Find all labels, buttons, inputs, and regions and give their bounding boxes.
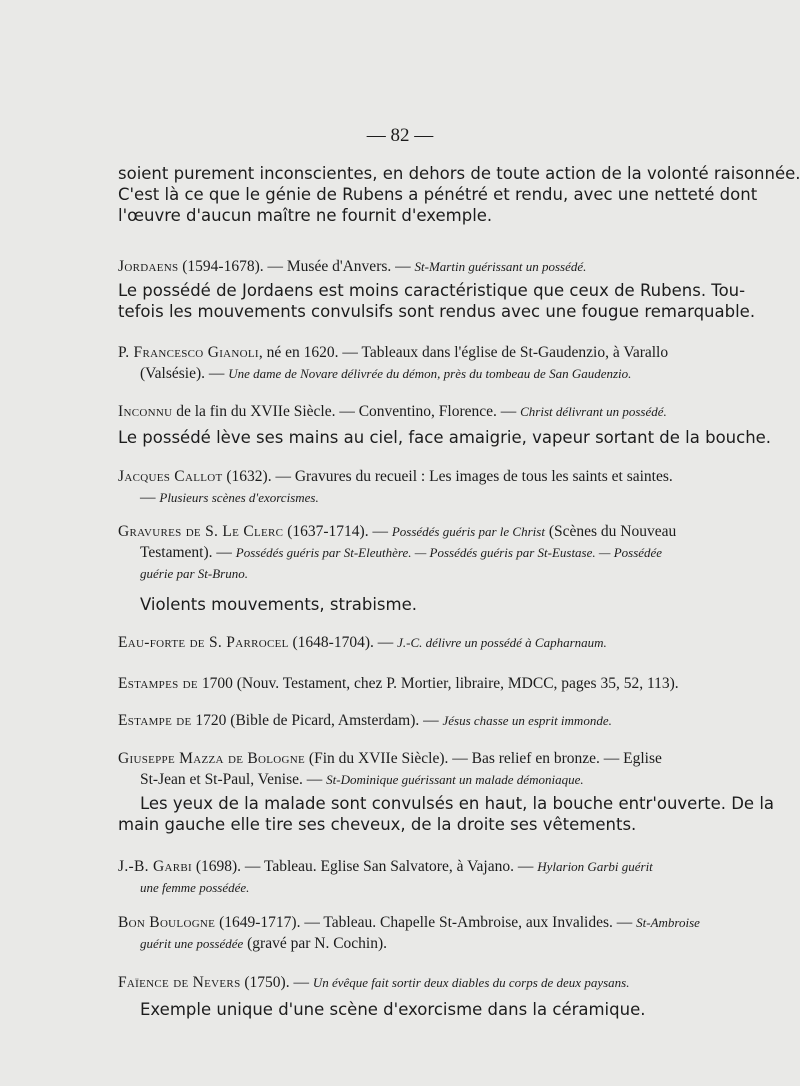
entry-estampe-1720 bbox=[118, 710, 726, 731]
work-title: St-Dominique guérissant un malade démoniaque. bbox=[326, 772, 584, 787]
text-line: tefois les mouvements convulsifs sont rendus avec une fougue remarquable. bbox=[118, 302, 756, 321]
entry-inconnu bbox=[118, 401, 726, 422]
entry-parrocel bbox=[118, 632, 726, 653]
entry-nevers bbox=[118, 972, 726, 993]
artist-name: P. Francesco Gianoli bbox=[118, 344, 259, 361]
text-line: Le possédé lève ses mains au ciel, face amaigrie, vapeur sortant de la bouche. bbox=[118, 428, 772, 447]
entry-leclerc bbox=[118, 521, 726, 584]
paragraph-inconnu-comment bbox=[118, 427, 772, 448]
entry-details: (Scènes du Nouveau bbox=[544, 523, 677, 540]
artist-name: Jordaens bbox=[118, 258, 179, 275]
entry-details: 1700 (Nouv. Testament, chez P. Mortier, libraire, MDCC, pages 35, 52, 113). bbox=[197, 675, 679, 692]
text-line: l'œuvre d'aucun maître ne fournit d'exemple. bbox=[118, 206, 493, 225]
entry-details: (Fin du XVIIe Siècle). — Bas relief en bronze. — Eglise bbox=[305, 750, 662, 767]
entry-details: (1637-1714). — bbox=[283, 523, 392, 540]
artist-name: Faïence de Nevers bbox=[118, 974, 241, 991]
artist-name: Estampes de bbox=[118, 675, 198, 692]
work-title: une femme possédée. bbox=[140, 880, 250, 895]
entry-gianoli bbox=[118, 342, 726, 384]
artist-name: Jacques Callot bbox=[118, 468, 223, 485]
text-line: Le possédé de Jordaens est moins caractéristique que ceux de Rubens. Tou- bbox=[118, 281, 746, 300]
entry-estampes-1700 bbox=[118, 673, 726, 694]
artist-name: Estampe de bbox=[118, 712, 192, 729]
work-title: St-Martin guérissant un possédé. bbox=[414, 259, 587, 274]
work-title: J.-C. délivre un possédé à Capharnaum. bbox=[397, 635, 607, 650]
work-title: St-Ambroise bbox=[636, 915, 700, 930]
text-line: Exemple unique d'une scène d'exorcisme dans la céramique. bbox=[140, 1000, 646, 1019]
entry-details: Testament). — bbox=[140, 544, 236, 561]
entry-boulogne bbox=[118, 912, 726, 954]
work-title: guérit une possédée bbox=[140, 936, 244, 951]
artist-name: Giuseppe Mazza de Bologne bbox=[118, 750, 306, 767]
entry-mazza bbox=[118, 748, 726, 790]
entry-details: — bbox=[140, 489, 160, 506]
text-line: soient purement inconscientes, en dehors de toute action de la volonté raisonnée. bbox=[118, 164, 800, 183]
entry-details: (1649-1717). — Tableau. Chapelle St-Ambroise, aux Invalides. — bbox=[215, 914, 637, 931]
artist-name: Gravures de S. Le Clerc bbox=[118, 523, 284, 540]
work-title: guérie par St-Bruno. bbox=[140, 566, 248, 581]
entry-details: (gravé par N. Cochin). bbox=[243, 935, 388, 952]
text-line: C'est là ce que le génie de Rubens a pénétré et rendu, avec une netteté dont bbox=[118, 185, 758, 204]
entry-details: (Valsésie). — bbox=[140, 365, 229, 382]
paragraph-leclerc-comment bbox=[118, 594, 726, 615]
page-number: — 82 — bbox=[366, 125, 434, 146]
entry-garbi bbox=[118, 856, 726, 898]
entry-details: St-Jean et St-Paul, Venise. — bbox=[140, 771, 327, 788]
entry-details: (1648-1704). — bbox=[288, 634, 398, 651]
entry-details: (1632). — Gravures du recueil : Les images de tous les saints et saintes. bbox=[222, 468, 673, 485]
work-title: Une dame de Novare délivrée du démon, près du tombeau de San Gaudenzio. bbox=[228, 366, 632, 381]
entry-details: (1698). — Tableau. Eglise San Salvatore, à Vajano. — bbox=[191, 858, 538, 875]
work-title: Un évêque fait sortir deux diables du corps de deux paysans. bbox=[312, 975, 630, 990]
paragraph-jordaens-comment bbox=[118, 280, 756, 322]
work-title: Plusieurs scènes d'exorcismes. bbox=[159, 490, 319, 505]
entry-callot bbox=[118, 466, 726, 508]
entry-details: de la fin du XVIIe Siècle. — Conventino, Florence. — bbox=[172, 403, 521, 420]
entry-details: , né en 1620. — Tableaux dans l'église de St-Gaudenzio, à Varallo bbox=[258, 344, 669, 361]
artist-name: Inconnu bbox=[118, 403, 173, 420]
text-line: Violents mouvements, strabisme. bbox=[140, 595, 417, 614]
paragraph-mazza-comment bbox=[118, 793, 775, 835]
entry-details: 1720 (Bible de Picard, Amsterdam). — bbox=[191, 712, 443, 729]
work-title: Possédés guéris par le Christ bbox=[391, 524, 545, 539]
artist-name: Eau-forte de S. Parrocel bbox=[118, 634, 289, 651]
text-line: main gauche elle tire ses cheveux, de la droite ses vêtements. bbox=[118, 815, 637, 834]
work-title: Christ délivrant un possédé. bbox=[520, 404, 667, 419]
artist-name: J.-B. Garbi bbox=[118, 858, 192, 875]
work-title: Hylarion Garbi guérit bbox=[537, 859, 653, 874]
work-title: Jésus chasse un esprit immonde. bbox=[442, 713, 612, 728]
paragraph-intro bbox=[118, 163, 800, 226]
artist-name: Bon Boulogne bbox=[118, 914, 216, 931]
text-line: Les yeux de la malade sont convulsés en haut, la bouche entr'ouverte. De la bbox=[140, 794, 775, 813]
entry-details: (1750). — bbox=[240, 974, 313, 991]
entry-details: (1594-1678). — Musée d'Anvers. — bbox=[178, 258, 415, 275]
work-title: Possédés guéris par St-Eleuthère. — Possédés guéris par St-Eustase. — Possédée bbox=[235, 545, 663, 560]
paragraph-nevers-comment bbox=[118, 999, 726, 1020]
entry-jordaens bbox=[118, 256, 726, 277]
